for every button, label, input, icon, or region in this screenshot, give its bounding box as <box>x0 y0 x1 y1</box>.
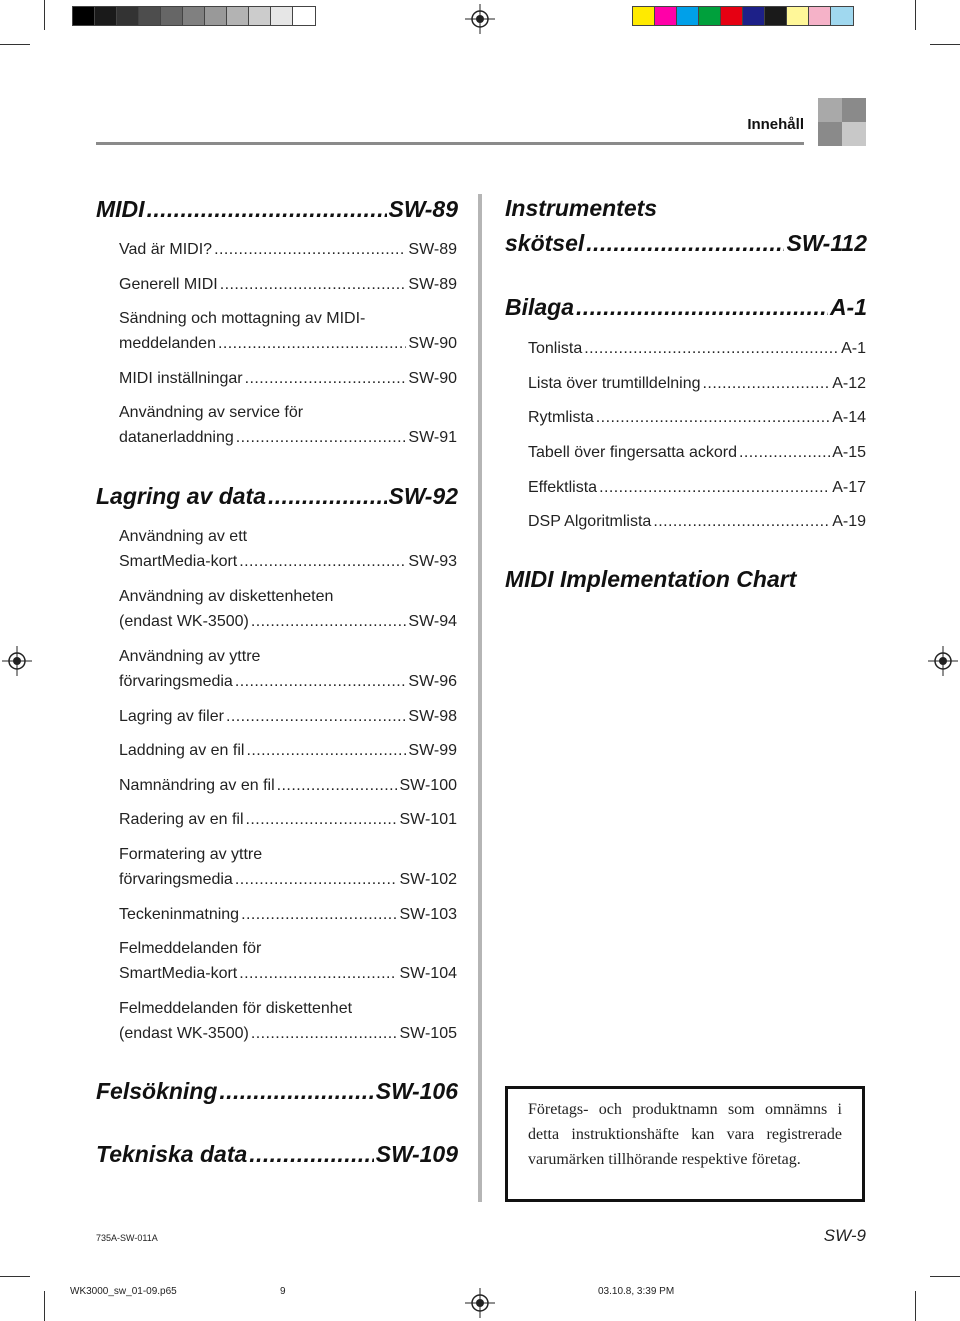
process-color-bar <box>632 6 854 26</box>
toc-item: Användning av yttre förvaringsmedia . . . SW-96 <box>119 644 457 694</box>
slug-page: 9 <box>280 1286 286 1297</box>
toc-section-page: SW-106 <box>375 1078 458 1104</box>
page-number: SW-9 <box>823 1226 866 1245</box>
color-swatch <box>787 7 809 25</box>
color-swatch <box>249 7 271 25</box>
toc-item: Teckeninmatning . . . SW-103 <box>119 902 457 927</box>
page-title: Innehåll <box>747 116 804 133</box>
toc-item: Felmeddelanden för SmartMedia-kort . . . SW-104 <box>119 936 457 986</box>
toc-item: Sändning och mottagning av MIDI- meddelanden . . . SW-90 <box>119 306 457 356</box>
toc-item: Användning av service för datanerladdning . . . SW-91 <box>119 400 457 450</box>
color-swatch <box>831 7 853 25</box>
color-swatch <box>699 7 721 25</box>
toc-item: MIDI inställningar . . . SW-90 <box>119 366 457 391</box>
color-swatch <box>205 7 227 25</box>
color-swatch <box>809 7 831 25</box>
toc-section-midi-implementation-chart: MIDI Implementation Chart <box>505 566 797 592</box>
toc-section-page: SW-92 <box>388 483 458 509</box>
toc-section-page: SW-89 <box>388 196 458 222</box>
toc-item: Generell MIDI . . . SW-89 <box>119 272 457 297</box>
toc-item: DSP Algoritmlista . . . A-19 <box>528 509 866 534</box>
toc-section-title: Felsökning <box>96 1078 218 1104</box>
toc-section-title: Instrumentets <box>505 195 658 221</box>
color-swatch <box>633 7 655 25</box>
toc-section-title: Lagring av data <box>96 483 266 509</box>
slug-date: 03.10.8, 3:39 PM <box>598 1286 675 1297</box>
toc-section-title: MIDI <box>96 196 145 222</box>
toc-item: Lagring av filer . . . SW-98 <box>119 704 457 729</box>
slug-filename: WK3000_sw_01-09.p65 <box>70 1286 177 1297</box>
toc-section-lagring <box>96 483 458 510</box>
color-swatch <box>677 7 699 25</box>
registration-target-icon <box>465 4 495 34</box>
color-swatch <box>271 7 293 25</box>
column-divider <box>478 194 482 1202</box>
toc-item: Tabell över fingersatta ackord . . . A-15 <box>528 440 866 465</box>
toc-item: Effektlista . . . A-17 <box>528 475 866 500</box>
color-swatch <box>765 7 787 25</box>
color-swatch <box>95 7 117 25</box>
toc-item: Namnändring av en fil . . . SW-100 <box>119 773 457 798</box>
registration-target-icon <box>465 1288 495 1318</box>
toc-section-bilaga <box>505 294 867 321</box>
toc-section-title: skötsel <box>505 230 585 256</box>
toc-item: Felmeddelanden för diskettenhet (endast WK-3500) . . . SW-105 <box>119 996 457 1046</box>
toc-section-midi <box>96 196 458 223</box>
toc-section-title: Bilaga <box>505 294 575 320</box>
color-swatch <box>721 7 743 25</box>
color-swatch <box>161 7 183 25</box>
section-tab-block <box>818 98 866 146</box>
toc-item: Användning av diskettenheten (endast WK-3500) . . . SW-94 <box>119 584 457 634</box>
color-swatch <box>117 7 139 25</box>
header-rule <box>96 142 804 145</box>
toc-section-skotsel <box>505 230 867 257</box>
registration-target-icon <box>2 646 32 676</box>
color-swatch <box>227 7 249 25</box>
toc-item: Tonlista . . . A-1 <box>528 336 866 361</box>
color-swatch <box>655 7 677 25</box>
color-swatch <box>183 7 205 25</box>
toc-section-page: A-1 <box>829 294 867 320</box>
color-swatch <box>293 7 315 25</box>
toc-item: Användning av ett SmartMedia-kort . . . SW-93 <box>119 524 457 574</box>
toc-item: Radering av en fil . . . SW-101 <box>119 807 457 832</box>
toc-item: Lista över trumtilldelning . . . A-12 <box>528 371 866 396</box>
color-swatch <box>743 7 765 25</box>
toc-item: Rytmlista . . . A-14 <box>528 405 866 430</box>
toc-section-felsokning <box>96 1078 458 1105</box>
registration-target-icon <box>928 646 958 676</box>
trademark-notice-box: Företags- och produktnamn som omnämns i detta instruktionshäfte kan vara registrerade varumärken tillhörande respektive företag. <box>505 1086 865 1202</box>
toc-section-page: SW-109 <box>375 1141 458 1167</box>
toc-item: Laddning av en fil . . . SW-99 <box>119 738 457 763</box>
toc-section-tekniska-data <box>96 1141 458 1168</box>
color-swatch <box>73 7 95 25</box>
toc-section-title: Tekniska data <box>96 1141 248 1167</box>
toc-section-page: SW-112 <box>786 230 867 256</box>
document-code: 735A-SW-011A <box>96 1233 158 1243</box>
grayscale-color-bar <box>72 6 316 26</box>
toc-item: Vad är MIDI? . . . SW-89 <box>119 237 457 262</box>
color-swatch <box>139 7 161 25</box>
toc-item: Formatering av yttre förvaringsmedia . . . SW-102 <box>119 842 457 892</box>
